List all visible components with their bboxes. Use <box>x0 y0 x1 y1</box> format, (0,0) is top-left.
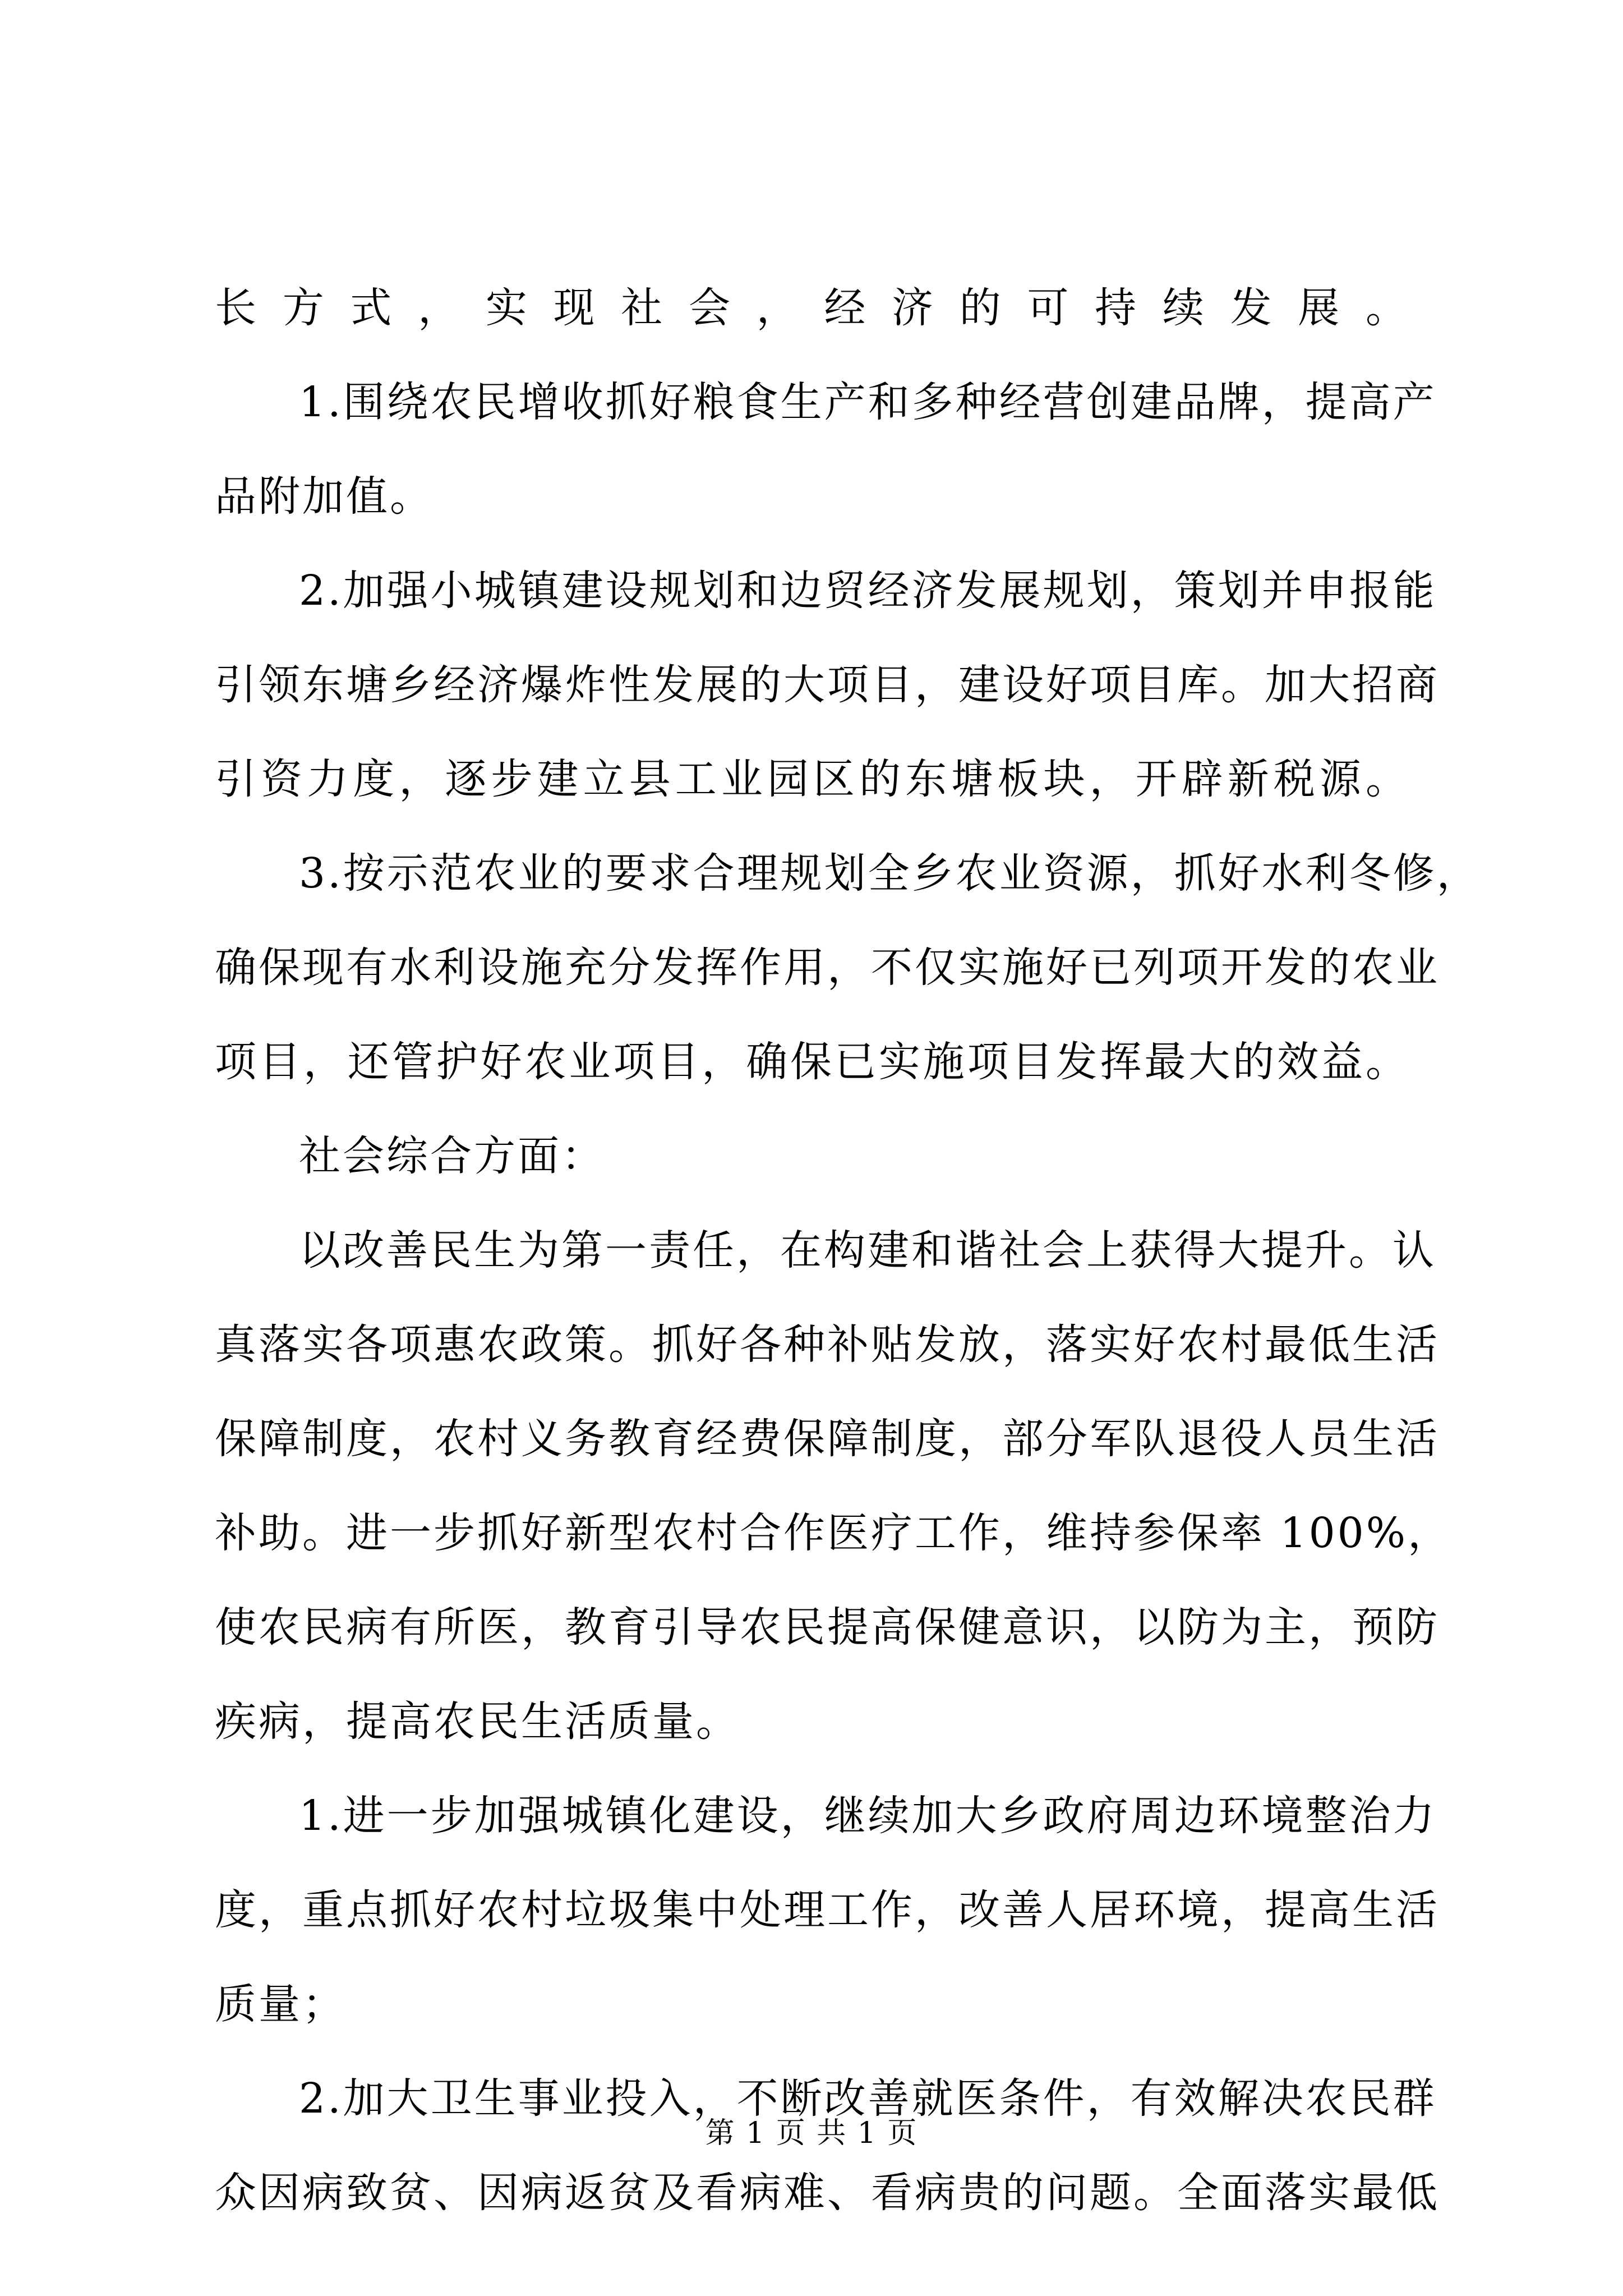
text-line: 补助。进一步抓好新型农村合作医疗工作，维持参保率 100%， <box>215 1509 1452 1557</box>
text-line: 疾病，提高农民生活质量。 <box>215 1697 740 1746</box>
text-line: 3.按示范农业的要求合理规划全乡农业资源，抓好水利冬修， <box>299 849 1481 898</box>
text-line: 品附加值。 <box>215 472 434 521</box>
text-line: 引领东塘乡经济爆炸性发展的大项目，建设好项目库。加大招商 <box>215 661 1440 709</box>
body-text <box>215 261 1481 2240</box>
section-heading: 社会综合方面： <box>299 1132 605 1180</box>
text-line: 2.加强小城镇建设规划和边贸经济发展规划，策划并申报能 <box>299 567 1437 615</box>
text-line: 2.加大卫生事业投入，不断改善就医条件，有效解决农民群 <box>299 2074 1437 2123</box>
text-line: 项目，还管护好农业项目，确保已实施项目发挥最大的效益。 <box>215 1038 1409 1086</box>
text-line: 以改善民生为第一责任，在构建和谐社会上获得大提升。认 <box>299 1226 1436 1274</box>
text-line: 1.进一步加强城镇化建设，继续加大乡政府周边环境整治力 <box>299 1792 1437 1840</box>
text-line: 保障制度，农村义务教育经费保障制度，部分军队退役人员生活 <box>215 1415 1440 1463</box>
text-line: 度，重点抓好农村垃圾集中处理工作，改善人居环境，提高生活 <box>215 1886 1440 1934</box>
text-line: 长方式，实现社会，经济的可持续发展。 <box>215 284 1409 332</box>
text-line: 使农民病有所医，教育引导农民提高保健意识，以防为主，预防 <box>215 1603 1440 1651</box>
page-footer: 第 1 页 共 1 页 <box>705 2116 918 2150</box>
text-line: 1.围绕农民增收抓好粮食生产和多种经营创建品牌，提高产 <box>299 378 1437 426</box>
text-line: 众因病致贫、因病返贫及看病难、看病贵的问题。全面落实最低 <box>215 2169 1440 2217</box>
text-line: 引资力度，逐步建立县工业园区的东塘板块，开辟新税源。 <box>215 755 1409 803</box>
text-line: 真落实各项惠农政策。抓好各种补贴发放，落实好农村最低生活 <box>215 1320 1440 1369</box>
text-line: 确保现有水利设施充分发挥作用，不仅实施好已列项开发的农业 <box>215 944 1440 992</box>
text-line: 质量； <box>215 1980 346 2028</box>
